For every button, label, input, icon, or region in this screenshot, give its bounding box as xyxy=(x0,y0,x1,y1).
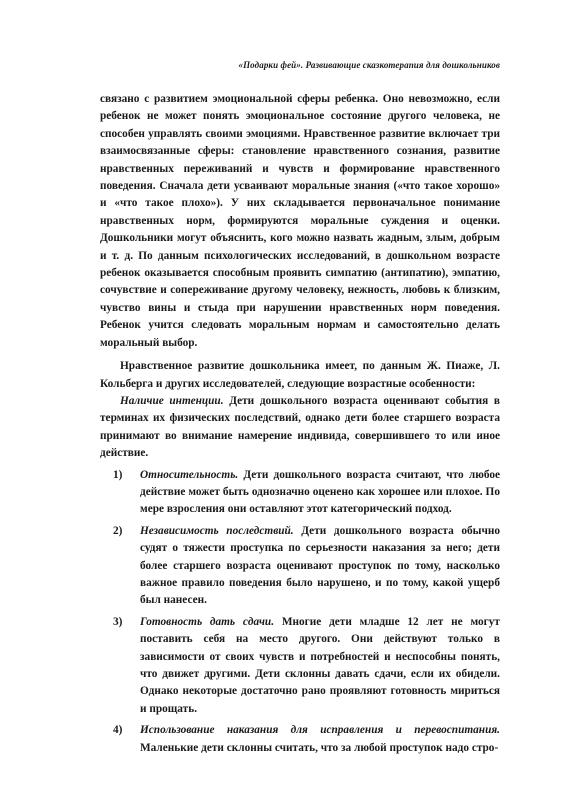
page-body xyxy=(100,91,500,757)
list-item xyxy=(100,467,500,519)
paragraph-intention xyxy=(100,393,500,463)
paragraph-moral-development: связано с развитием эмоциональной сферы ребенка. Оно невозможно, если ребенок не может понять эмоциональное состояние другого человека, не способен управлять своими эмоциями. Нравственное развитие включает три взаимосвязанные сферы: становление нравственного сознания, развитие нравственных переживаний и чувств и формирование нравственного поведения. Сначала дети усваивают моральные знания («что такое хорошо» и «что такое плохо»). У них складывается первоначальное понимание нравственных норм, формируются моральные суждения и оценки. Дошкольники могут объяснить, кого можно назвать жадным, злым, добрым и т. д. По данным психологических исследований, в дошкольном возрасте ребенок оказывается способным проявить симпатию (антипатию), эмпатию, сочувствие и сопереживание другому человеку, нежность, любовь к близким, чувство вины и стыда при нарушении нравственных норм поведения. Ребенок учится следовать моральным нормам и самостоятельно делать моральный выбор. xyxy=(100,93,500,349)
intention-text: Дети дошкольного возраста оценивают события в терминах их физических последствий, однако дети более старшего возраста принимают во внимание намерение индивида, совершившего то или иное действие. xyxy=(100,394,500,460)
list-item-label: Использование наказания для исправления и перевоспитания. xyxy=(140,724,500,737)
list-item-text: Многие дети младше 12 лет не могут поставить себя на место другого. Они действуют только в зависимости от своих чувств и потребностей и неспособны понять, что движет другими. Дети склонны давать сдачи, если их обидели. Однако некоторые достаточно рано проявляют готовность мириться и прощать. xyxy=(140,615,500,715)
running-head: «Подарки фей». Развивающие сказкотерапия для дошкольников xyxy=(238,60,500,70)
age-features-list xyxy=(100,467,500,758)
list-item-label: Относительность. xyxy=(140,468,239,481)
list-item-text: Дети дошкольного возраста считают, что любое действие может быть однозначно оценено как хорошее или плохое. По мере взросления они оставляют этот категорический подход. xyxy=(140,468,500,516)
paragraph-age-features: Нравственное развитие дошкольника имеет, по данным Ж. Пиаже, Л. Кольберга и других исследователей, следующие возрастные особенности: xyxy=(100,360,500,390)
list-item xyxy=(100,722,500,757)
list-item-label: Независимость последствий. xyxy=(140,524,294,537)
list-item-text: Маленькие дети склонны считать, что за любой проступок надо стро- xyxy=(140,741,499,754)
list-item-number: 3) xyxy=(113,615,123,628)
list-item-label: Готовность дать сдачи. xyxy=(140,615,275,628)
list-item-number: 2) xyxy=(113,524,123,537)
intention-label: Наличие интенции. xyxy=(120,394,224,407)
list-item xyxy=(100,614,500,718)
list-item-number: 1) xyxy=(113,468,123,481)
list-item xyxy=(100,523,500,610)
list-item-text: Дети дошкольного возраста обычно судят о тяжести проступка по серьезности наказания за него; дети более старшего возраста оценивают проступок по тому, насколько важное правило поведения было нарушено, и по тому, какой ущерб был нанесен. xyxy=(140,524,500,607)
list-item-number: 4) xyxy=(113,724,123,737)
